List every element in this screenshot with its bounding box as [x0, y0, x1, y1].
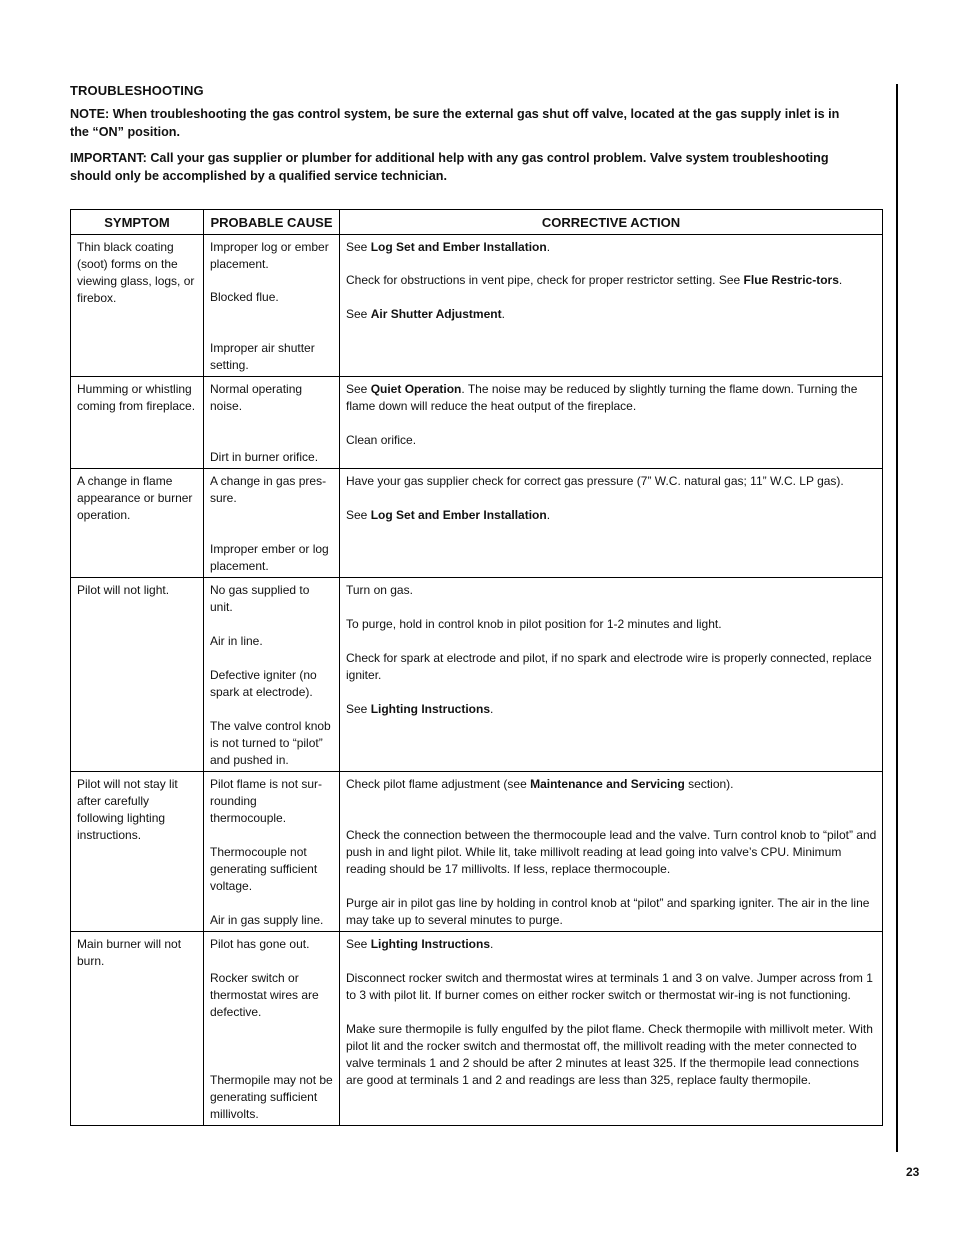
action-item — [346, 895, 877, 929]
troubleshooting-table — [70, 209, 883, 1126]
action-text: Clean orifice. — [346, 433, 417, 447]
cause-cell — [204, 235, 340, 377]
symptom-cell: A change in flame appearance or burner operation. — [71, 469, 204, 578]
table-row — [71, 469, 883, 578]
page-number: 23 — [906, 1165, 920, 1179]
action-text: Check the connection between the thermocouple lead and the valve. Turn control knob to “pilot” and push in and light pilot. While lit, take millivolt reading at lead going into valve’s CPU. Minimum reading should be 17 millivolts. If less, replace thermocouple. — [346, 828, 877, 876]
action-item — [346, 701, 877, 718]
action-item — [346, 239, 877, 256]
action-item — [346, 970, 877, 1004]
action-text: Check for spark at electrode and pilot, if no spark and electrode wire is properly connected, replace igniter. — [346, 651, 872, 682]
symptom-cell: Main burner will not burn. — [71, 932, 204, 1126]
action-text: Make sure thermopile is fully engulfed by the pilot flame. Check thermopile with millivolt meter. With pilot lit and the rocker switch and thermostat off, the millivolt reading with the meter connected to valve terminals 1 and 2 should be after 2 minutes at least 325. If the thermopile lead connections are good at terminals 1 and 2 and readings are less than 325, replace faulty thermopile. — [346, 1022, 873, 1087]
section-heading: TROUBLESHOOTING — [70, 83, 204, 98]
action-text: To purge, hold in control knob in pilot position for 1-2 minutes and light. — [346, 617, 722, 631]
action-text-tail: . — [501, 307, 505, 321]
cause-item: A change in gas pres-sure. — [210, 474, 327, 505]
action-item — [346, 432, 877, 449]
action-text: See — [346, 307, 371, 321]
action-cell — [340, 377, 883, 469]
action-item — [346, 936, 877, 953]
cause-cell — [204, 469, 340, 578]
action-text: See — [346, 508, 371, 522]
action-item — [346, 1021, 877, 1089]
action-reference: Flue Restric-tors — [743, 273, 839, 287]
action-item — [346, 616, 877, 633]
cause-cell — [204, 377, 340, 469]
cause-item: Defective igniter (no spark at electrode). — [210, 668, 317, 699]
action-item — [346, 473, 877, 490]
cause-cell — [204, 578, 340, 772]
action-text-tail: section). — [684, 777, 734, 791]
action-text: Check pilot flame adjustment (see — [346, 777, 531, 791]
cause-item: No gas supplied to unit. — [210, 583, 310, 614]
action-item — [346, 272, 877, 289]
table-row — [71, 772, 883, 932]
cause-item: Thermocouple not generating sufficient voltage. — [210, 845, 318, 893]
action-text: See — [346, 382, 371, 396]
action-reference: Lighting Instructions — [370, 702, 491, 716]
header-probable-cause: PROBABLE CAUSE — [204, 210, 340, 235]
action-reference: Log Set and Ember Installation — [370, 240, 547, 254]
action-cell — [340, 469, 883, 578]
important-paragraph: IMPORTANT: Call your gas supplier or plumber for additional help with any gas control problem. Valve system troubleshooting should only be accomplished by a qualified service technician. — [70, 150, 829, 183]
cause-item: Dirt in burner orifice. — [210, 450, 319, 464]
cause-item: Normal operating noise. — [210, 382, 303, 413]
action-reference: Air Shutter Adjustment — [370, 307, 502, 321]
action-text: Have your gas supplier check for correct gas pressure (7” W.C. natural gas; 11” W.C. LP gas). — [346, 474, 844, 488]
symptom-cell: Pilot will not light. — [71, 578, 204, 772]
table-row — [71, 578, 883, 772]
symptom-cell: Thin black coating (soot) forms on the viewing glass, logs, or firebox. — [71, 235, 204, 377]
header-symptom: SYMPTOM — [71, 210, 204, 235]
action-text: See — [346, 937, 371, 951]
action-reference: Log Set and Ember Installation — [370, 508, 547, 522]
header-corrective-action: CORRECTIVE ACTION — [340, 210, 883, 235]
action-item — [346, 776, 877, 793]
action-text: Turn on gas. — [346, 583, 413, 597]
action-text: See — [346, 702, 371, 716]
action-item — [346, 306, 877, 323]
action-item — [346, 650, 877, 684]
table-row — [71, 235, 883, 377]
cause-item: Blocked flue. — [210, 290, 279, 304]
cause-item: Pilot flame is not sur-rounding thermocouple. — [210, 777, 323, 825]
action-reference: Lighting Instructions — [370, 937, 491, 951]
table-header-row — [71, 210, 883, 235]
action-item — [346, 827, 877, 878]
action-text-tail: . — [490, 702, 494, 716]
symptom-cell: Pilot will not stay lit after carefully following lighting instructions. — [71, 772, 204, 932]
action-cell — [340, 235, 883, 377]
cause-item: Improper ember or log placement. — [210, 542, 329, 573]
action-text-tail: . — [546, 508, 551, 522]
cause-item: Thermopile may not be generating sufficient millivolts. — [210, 1073, 333, 1121]
action-text: Purge air in pilot gas line by holding in control knob at “pilot” and sparking igniter. The air in the line may take up to several minutes to purge. — [346, 896, 870, 927]
action-text-tail: . — [838, 273, 843, 287]
symptom-cell: Humming or whistling coming from fireplace. — [71, 377, 204, 469]
cause-item: Improper air shutter setting. — [210, 341, 315, 372]
action-text-tail: . — [490, 937, 494, 951]
cause-item: Air in line. — [210, 634, 263, 648]
action-reference: Maintenance and Servicing — [530, 777, 685, 791]
page-edge-rule — [896, 84, 898, 1152]
action-text: See — [346, 240, 371, 254]
note-paragraph: NOTE: When troubleshooting the gas control system, be sure the external gas shut off valve, located at the gas supply inlet is in the “ON” position. — [70, 106, 840, 139]
cause-item: Rocker switch or thermostat wires are defective. — [210, 971, 319, 1019]
action-reference: Quiet Operation — [370, 382, 462, 396]
action-item — [346, 381, 877, 415]
table-row — [71, 932, 883, 1126]
action-text-tail: . The noise may be reduced by slightly turning the flame down. Turning the flame down will reduce the heat output of the fireplace. — [346, 382, 858, 413]
cause-cell — [204, 932, 340, 1126]
action-item — [346, 582, 877, 599]
action-text: Check for obstructions in vent pipe, check for proper restrictor setting. See — [346, 273, 744, 287]
cause-cell — [204, 772, 340, 932]
cause-item: Improper log or ember placement. — [210, 240, 329, 271]
cause-item: The valve control knob is not turned to “pilot” and pushed in. — [210, 719, 331, 767]
action-item — [346, 507, 877, 524]
action-cell — [340, 932, 883, 1126]
table-row — [71, 377, 883, 469]
action-cell — [340, 772, 883, 932]
cause-item: Air in gas supply line. — [210, 913, 324, 927]
action-text-tail: . — [546, 240, 551, 254]
action-text: Disconnect rocker switch and thermostat wires at terminals 1 and 3 on valve. Jumper across from 1 to 3 with pilot lit. If burner comes on either rocker switch or thermostat wir-ing is not functioning. — [346, 971, 873, 1002]
cause-item: Pilot has gone out. — [210, 937, 310, 951]
action-cell — [340, 578, 883, 772]
